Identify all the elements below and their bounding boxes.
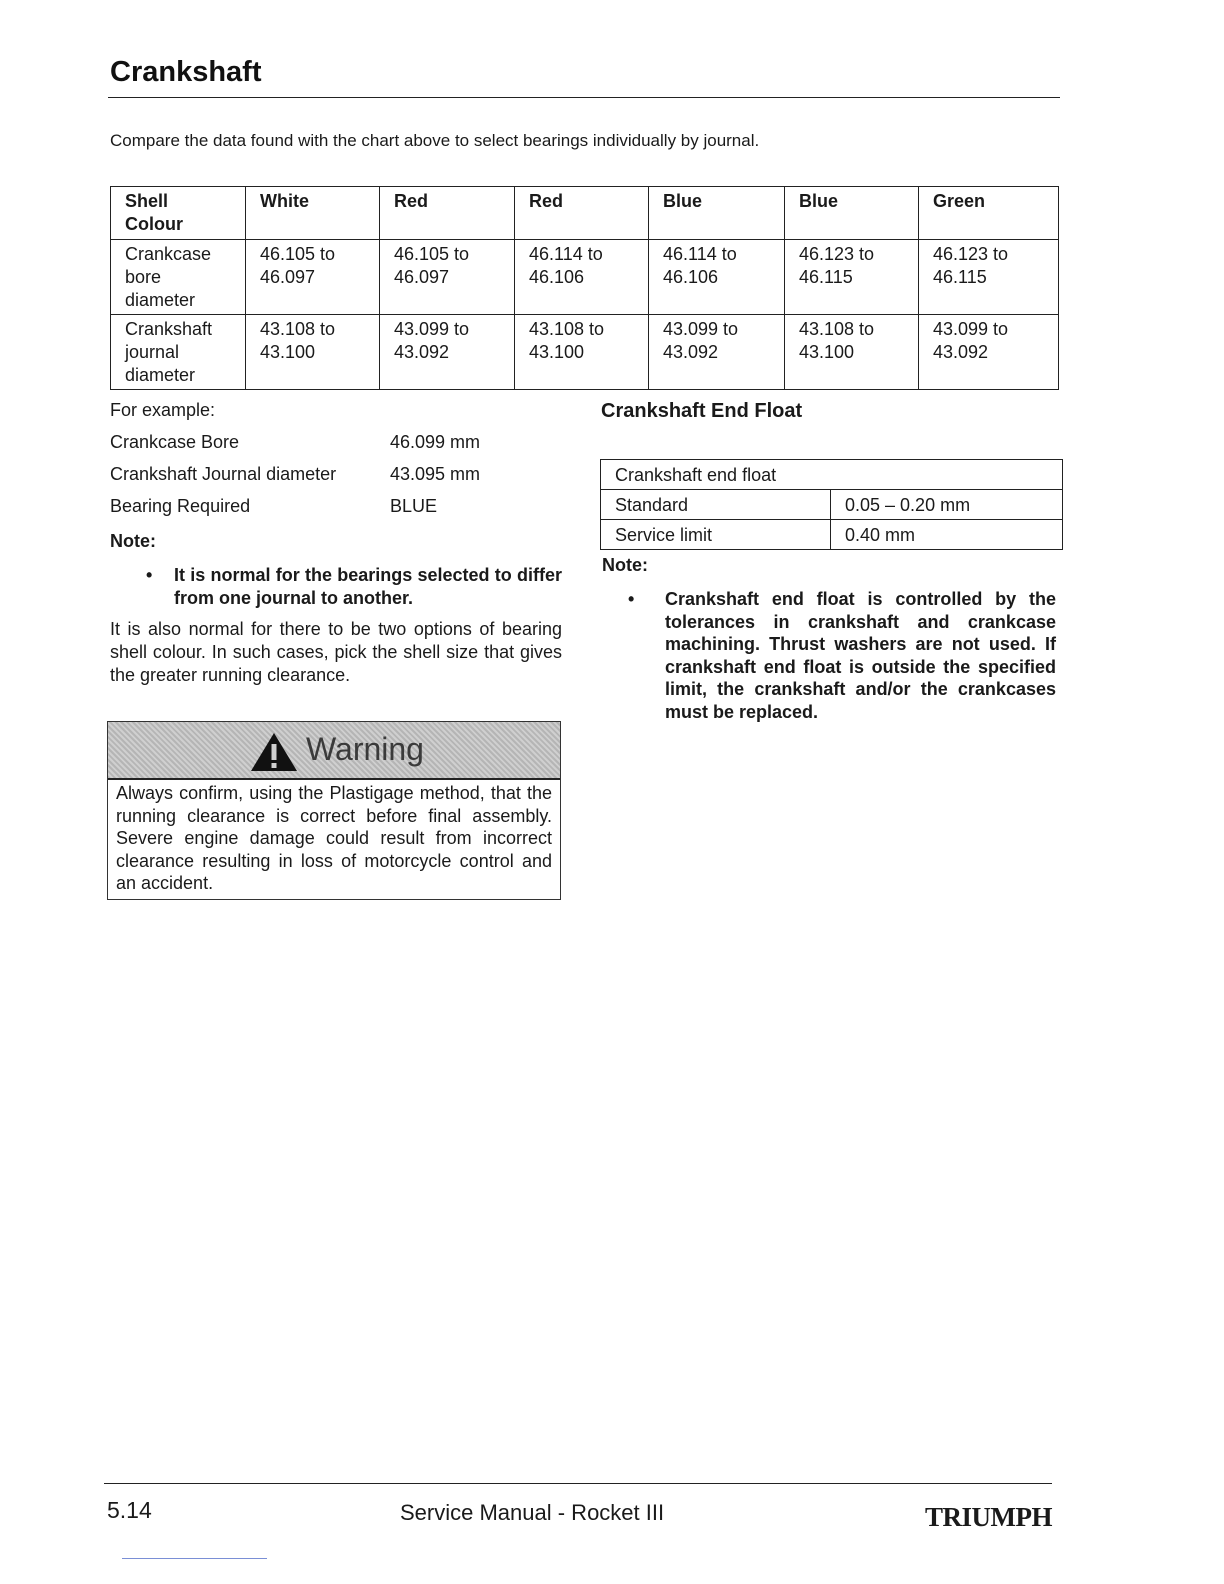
warning-title: Warning (306, 731, 424, 767)
table-row-label: Crankshaft journal diameter (111, 315, 246, 390)
footer-divider (104, 1483, 1052, 1484)
table-cell: 46.123 to 46.115 (785, 240, 919, 315)
table-cell: 46.105 to 46.097 (380, 240, 515, 315)
table-header-cell: Red (515, 187, 649, 240)
example-value: 43.095 mm (390, 464, 481, 484)
example-value: BLUE (390, 496, 438, 516)
end-float-table (600, 459, 1063, 550)
note-bullet (628, 588, 1056, 723)
table-cell: 46.114 to 46.106 (649, 240, 785, 315)
table-header-cell: Green (919, 187, 1059, 240)
table-header-cell: Red (380, 187, 515, 240)
footer-title: Service Manual - Rocket III (400, 1500, 665, 1525)
note-bullet-text: It is normal for the bearings selected to differ from one journal to another. (174, 565, 562, 608)
table-cell: 46.123 to 46.115 (919, 240, 1059, 315)
page-edge-line (122, 1558, 267, 1559)
page-number: 5.14 (107, 1497, 152, 1523)
table-cell: 46.105 to 46.097 (246, 240, 380, 315)
example-value: 46.099 mm (390, 432, 481, 452)
body-paragraph: It is also normal for there to be two options of bearing shell colour. In such cases, pick the shell size that gives the greater running clearance. (110, 619, 562, 685)
table-cell: 43.099 to 43.092 (380, 315, 515, 390)
table-cell: 43.108 to 43.100 (785, 315, 919, 390)
table-cell: 0.40 mm (831, 520, 1063, 550)
bullet-icon: • (628, 589, 635, 609)
table-row (111, 240, 1059, 315)
example-label: Bearing Required (110, 496, 251, 516)
table-row-label: Service limit (601, 520, 831, 550)
table-header-cell: Shell Colour (111, 187, 246, 240)
table-cell: 46.114 to 46.106 (515, 240, 649, 315)
table-row (601, 490, 1063, 520)
table-row (111, 315, 1059, 390)
table-row-label: Crankcase bore diameter (111, 240, 246, 315)
example-label: Crankcase Bore (110, 432, 240, 452)
table-header-cell: White (246, 187, 380, 240)
warning-banner (108, 722, 560, 780)
note-bullet (146, 564, 562, 610)
bearing-shell-table (110, 186, 1059, 390)
title-divider (108, 97, 1060, 98)
table-header-row (601, 460, 1063, 490)
end-float-heading: Crankshaft End Float (601, 400, 803, 422)
table-header-cell: Blue (785, 187, 919, 240)
table-cell: 43.108 to 43.100 (515, 315, 649, 390)
note-bullet-text: Crankshaft end float is controlled by the tolerances in crankshaft and crankcase machining. Thrust washers are not used. If crankshaft end float is outside the specified limit, the crankshaft and/or the crankcases must be replaced. (665, 589, 1056, 722)
note-label: Note: (110, 531, 156, 551)
table-header-row (111, 187, 1059, 240)
example-heading: For example: (110, 400, 216, 420)
table-row-label: Standard (601, 490, 831, 520)
warning-box (107, 721, 561, 900)
table-cell: 43.099 to 43.092 (649, 315, 785, 390)
table-row (601, 520, 1063, 550)
page-title: Crankshaft (110, 56, 262, 88)
example-label: Crankshaft Journal diameter (110, 464, 337, 484)
warning-text: Always confirm, using the Plastigage method, that the running clearance is correct before final assembly. Severe engine damage could result from incorrect clearance resulting in loss of motorcycle control and an accident. (116, 783, 552, 893)
table-header-cell: Blue (649, 187, 785, 240)
warning-triangle-icon (250, 732, 298, 772)
table-cell: 0.05 – 0.20 mm (831, 490, 1063, 520)
table-cell: 43.108 to 43.100 (246, 315, 380, 390)
triumph-logo: TRIUMPH (925, 1502, 1052, 1532)
note-label: Note: (602, 555, 648, 575)
table-cell: 43.099 to 43.092 (919, 315, 1059, 390)
bullet-icon: • (146, 565, 153, 585)
table-header-cell: Crankshaft end float (601, 460, 1063, 490)
intro-text: Compare the data found with the chart above to select bearings individually by journal. (110, 131, 760, 150)
